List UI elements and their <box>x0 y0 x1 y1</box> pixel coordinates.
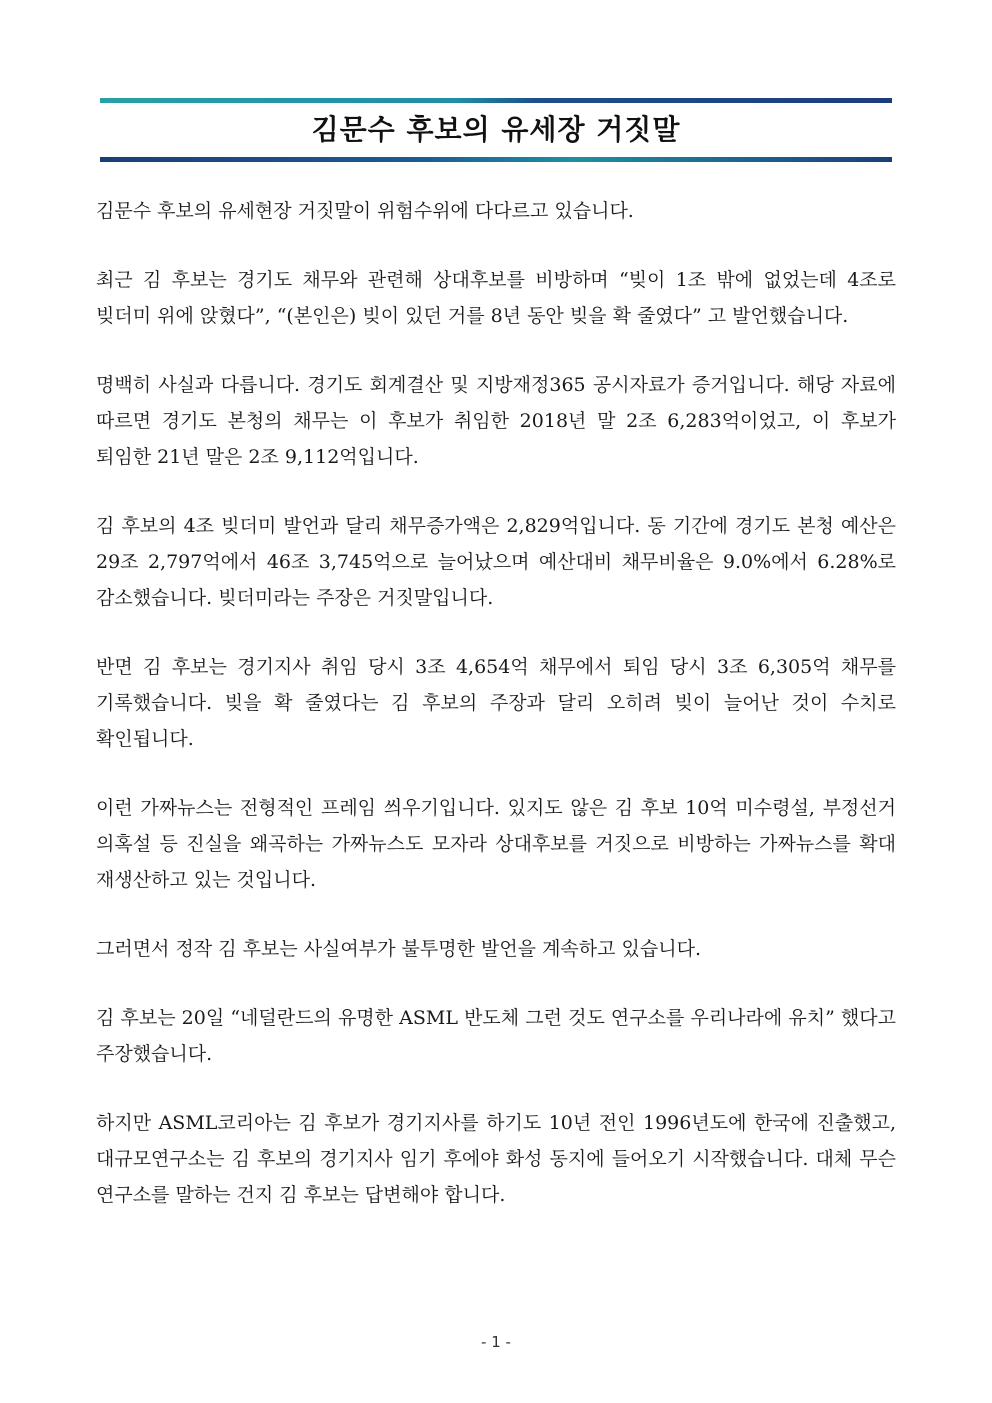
paragraph: 명백히 사실과 다릅니다. 경기도 회계결산 및 지방재정365 공시자료가 증거입니다. 해당 자료에 따르면 경기도 본청의 채무는 이 후보가 취임한 2018년 말 2조 6,283억이었고, 이 후보가 퇴임한 21년 말은 2조 9,112억입니다. <box>96 374 896 468</box>
paragraph: 김 후보의 4조 빚더미 발언과 달리 채무증가액은 2,829억입니다. 동 기간에 경기도 본청 예산은 29조 2,797억에서 46조 3,745억으로 늘어났으며 예산대비 채무비율은 9.0%에서 6.28%로 감소했습니다. 빚더미라는 주장은 거짓말입니다. <box>96 515 896 609</box>
title-block <box>100 98 892 162</box>
paragraph: 하지만 ASML코리아는 김 후보가 경기지사를 하기도 10년 전인 1996년도에 한국에 진출했고, 대규모연구소는 김 후보의 경기지사 임기 후에야 화성 동지에 들어오기 시작했습니다. 대체 무슨 연구소를 말하는 건지 김 후보는 답변해야 합니다. <box>96 1112 896 1206</box>
title-top-rule <box>100 98 892 103</box>
paragraph: 김 후보는 20일 “네덜란드의 유명한 ASML 반도체 그런 것도 연구소를 우리나라에 유치” 했다고 주장했습니다. <box>96 1007 896 1065</box>
paragraph: 이런 가짜뉴스는 전형적인 프레임 씌우기입니다. 있지도 않은 김 후보 10억 미수령설, 부정선거 의혹설 등 진실을 왜곡하는 가짜뉴스도 모자라 상대후보를 거짓으로 비방하는 가짜뉴스를 확대 재생산하고 있는 것입니다. <box>96 797 896 891</box>
document-title: 김문수 후보의 유세장 거짓말 <box>311 113 681 146</box>
document-body <box>96 193 896 1246</box>
paragraph: 그러면서 정작 김 후보는 사실여부가 불투명한 발언을 계속하고 있습니다. <box>96 938 701 960</box>
paragraph: 반면 김 후보는 경기지사 취임 당시 3조 4,654억 채무에서 퇴임 당시 3조 6,305억 채무를 기록했습니다. 빚을 확 줄였다는 김 후보의 주장과 달리 오히려 빚이 늘어난 것이 수치로 확인됩니다. <box>96 656 896 750</box>
paragraph: 최근 김 후보는 경기도 채무와 관련해 상대후보를 비방하며 “빚이 1조 밖에 없었는데 4조로 빚더미 위에 앉혔다”, “(본인은) 빚이 있던 거를 8년 동안 빚을 확 줄였다” 고 발언했습니다. <box>96 269 896 327</box>
paragraph: 김문수 후보의 유세현장 거짓말이 위험수위에 다다르고 있습니다. <box>96 200 634 222</box>
title-bottom-rule <box>100 157 892 162</box>
page-number: - 1 - <box>481 1333 511 1351</box>
